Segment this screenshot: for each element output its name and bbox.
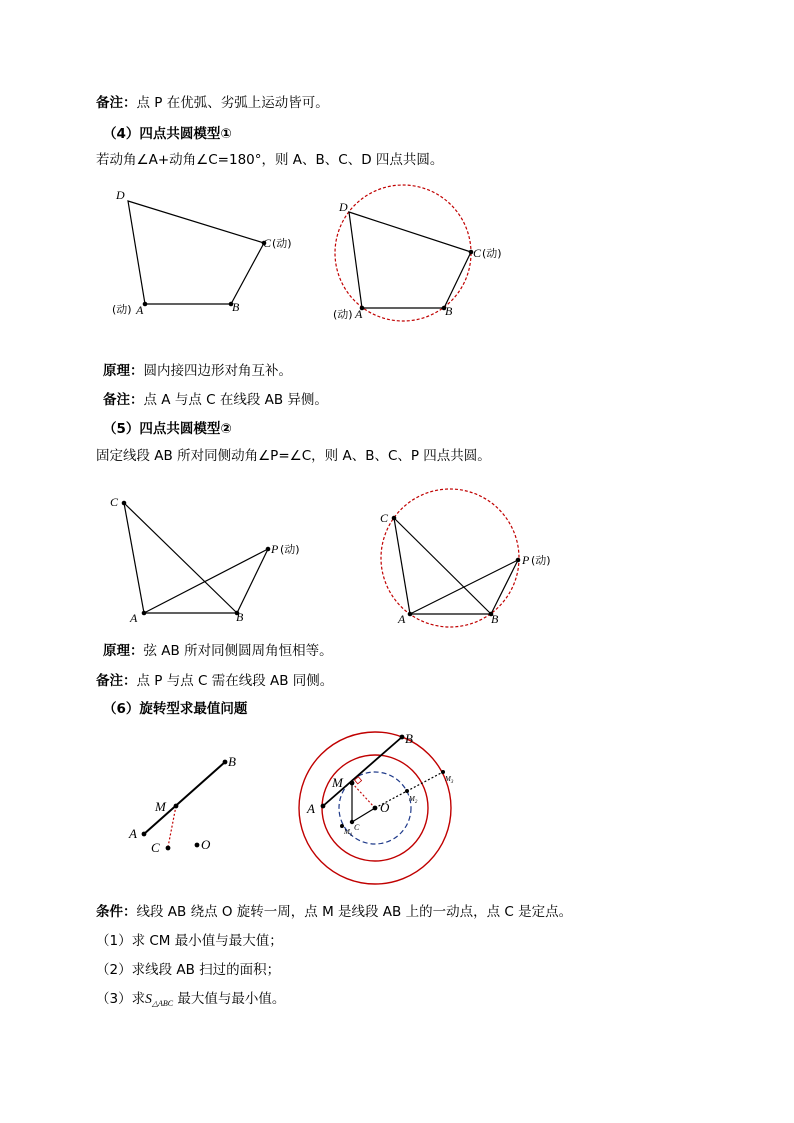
label-C6: C — [354, 823, 360, 832]
label-A4: A — [398, 612, 406, 626]
section6-condition — [96, 903, 572, 921]
label-O: O — [201, 837, 211, 852]
principle-label: 原理： — [103, 363, 144, 379]
question-3 — [96, 990, 285, 1013]
condition-text: 线段 AB 绕点 O 旋转一周，点 M 是线段 AB 上的一动点，点 C 是定点。 — [136, 904, 573, 920]
rotation-left — [128, 754, 236, 855]
label-dong-a: (动) — [112, 303, 132, 316]
section6-title: （6）旋转型求最值问题 — [103, 701, 248, 717]
label-P2: P — [522, 553, 530, 567]
rotation-right — [299, 731, 454, 884]
section5-statement: 固定线段 AB 所对同侧动角∠P=∠C，则 A、B、C、P 四点共圆。 — [96, 448, 491, 464]
question-2: （2）求线段 AB 扫过的面积； — [96, 962, 281, 978]
label-dong-p: (动) — [280, 543, 300, 556]
label-B2: B — [445, 304, 453, 318]
label-B5: B — [228, 754, 236, 769]
label-dong-c: (动) — [272, 237, 292, 250]
label-dong-c2: (动) — [482, 247, 502, 260]
label-A: A — [136, 303, 144, 317]
quad-right — [333, 185, 502, 321]
circle-abcp — [381, 489, 519, 627]
inscribed-angle-left — [110, 495, 300, 625]
section4-statement: 若动角∠A+动角∠C=180°，则 A、B、C、D 四点共圆。 — [96, 152, 444, 168]
label-M1: $M_1$ — [344, 828, 353, 838]
label-A5: A — [129, 826, 137, 841]
q3-sub: △ABC — [151, 999, 174, 1008]
label-A3: A — [130, 611, 138, 625]
label-B: B — [232, 300, 240, 314]
note-label-5: 备注： — [96, 673, 137, 689]
note-text-5: 点 P 与点 C 需在线段 AB 同侧。 — [136, 673, 334, 689]
label-C: C — [263, 236, 272, 250]
label-dong-p2: (动) — [531, 554, 551, 567]
label-M: M — [155, 799, 166, 814]
label-C4: C — [380, 511, 389, 525]
q3-suffix: 最大值与最小值。 — [173, 991, 286, 1007]
label-B6: B — [405, 731, 413, 746]
condition-label: 条件： — [96, 904, 137, 920]
label-C5: C — [151, 840, 160, 855]
label-M3: $M_3$ — [445, 775, 454, 785]
label-M6: M — [332, 775, 343, 790]
label-M2: $M_2$ — [409, 795, 418, 805]
section5-principle — [103, 642, 333, 660]
quad-left — [112, 188, 292, 317]
label-C3: C — [110, 495, 119, 509]
principle-text-5: 弦 AB 所对同侧圆周角恒相等。 — [143, 643, 333, 659]
note-text: 点 P 在优弧、劣弧上运动皆可。 — [136, 95, 329, 111]
section5-title: （5）四点共圆模型② — [103, 421, 232, 437]
question-1: （1）求 CM 最小值与最大值； — [96, 933, 283, 949]
note-text-4: 点 A 与点 C 在线段 AB 异侧。 — [143, 392, 328, 408]
label-A2: A — [355, 307, 363, 321]
label-A6: A — [307, 801, 315, 816]
section4-principle — [103, 362, 292, 380]
inscribed-angle-right — [380, 489, 551, 627]
principle-label-5: 原理： — [103, 643, 144, 659]
label-O6: O — [380, 800, 390, 815]
section5-note — [96, 672, 333, 690]
note-label-4: 备注： — [103, 392, 144, 408]
label-B4: B — [491, 612, 499, 626]
label-dong-a2: (动) — [333, 308, 353, 321]
label-B3: B — [236, 610, 244, 624]
label-P: P — [271, 542, 279, 556]
label-C2: C — [473, 246, 482, 260]
section4-title: （4）四点共圆模型① — [103, 126, 232, 142]
note-label: 备注： — [96, 95, 137, 111]
label-D2: D — [339, 200, 348, 214]
q3-s: S — [145, 991, 152, 1006]
circumcircle — [335, 185, 471, 321]
q3-prefix: （3）求 — [96, 991, 146, 1007]
label-D: D — [116, 188, 125, 202]
section4-note — [103, 391, 328, 409]
principle-text: 圆内接四边形对角互补。 — [143, 363, 292, 379]
